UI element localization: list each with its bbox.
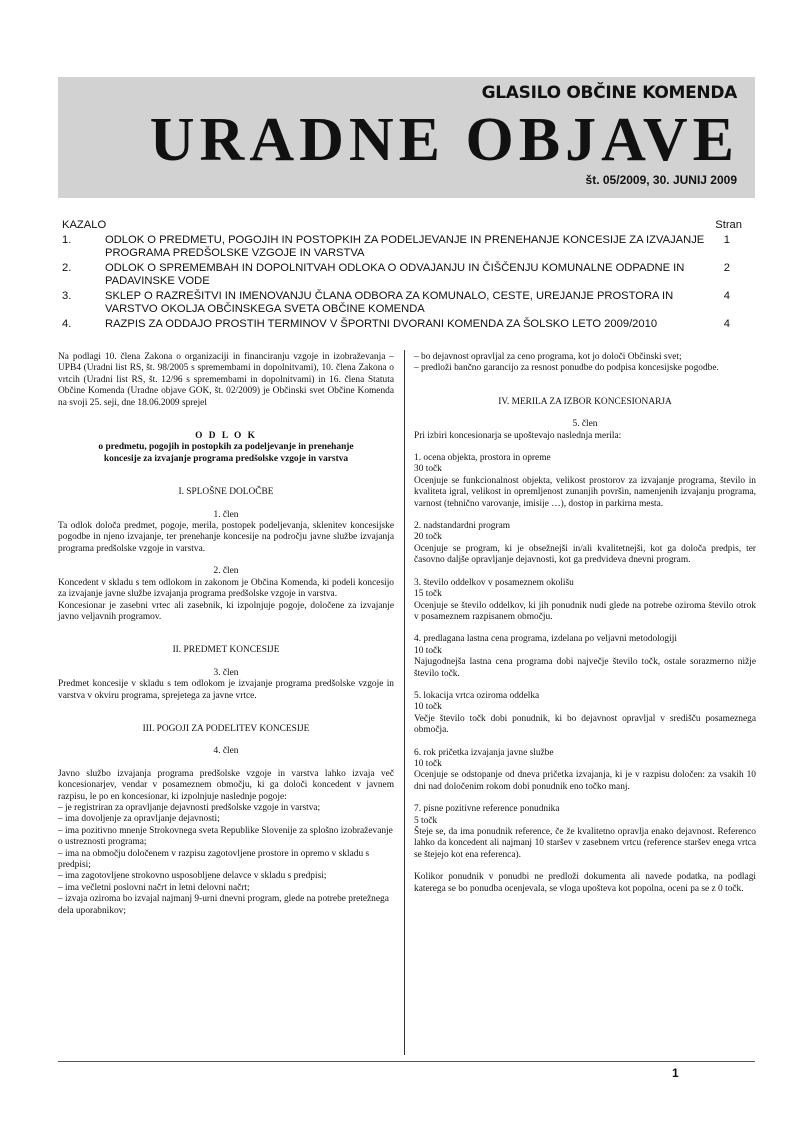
criterion-points: 20 točk bbox=[414, 532, 442, 543]
section-heading-4: IV. MERILA ZA IZBOR KONCESIONARJA bbox=[498, 396, 672, 407]
toc-item[interactable] bbox=[62, 290, 742, 316]
odlok-subtitle-1: o predmetu, pogojih in postopkih za podeljevanje in prenehanje bbox=[98, 442, 354, 453]
article-3-heading: 3. člen bbox=[213, 667, 239, 678]
list-item: – je registriran za opravljanje dejavnosti predšolske vzgoje in varstva; bbox=[58, 802, 321, 813]
toc-item[interactable] bbox=[62, 318, 742, 331]
criterion-points: 30 točk bbox=[414, 464, 442, 475]
criterion-points: 15 točk bbox=[414, 589, 442, 600]
toc-item-number: 2. bbox=[62, 262, 72, 274]
list-item: – ima zagotovljene strokovno usposobljene delavce v skladu s predpisi; bbox=[58, 871, 327, 882]
article-4-text: Javno službo izvajanja programa predšolske vzgoje in varstva lahko izvaja več koncesionarjev, vendar v posameznem območju, ki ga določi koncedent v javnem razpisu, le po en koncesionar, ki izpolnjuje naslednje pogoje: bbox=[58, 768, 394, 802]
criterion-text: Najugodnejša lastna cena programa dobi največje število točk, ostale sorazmerno nižje število točk. bbox=[414, 657, 756, 679]
toc-item[interactable] bbox=[62, 234, 742, 260]
criterion-text: Ocenjuje se funkcionalnost objekta, velikost prostorov za izvajanje programa, število in kvaliteta igral, velikost in opremljenost zunanjih površin, namenjenih izvajanju programa, varnost (tehnično varovanje, imisije …), dostop in parkirna mesta. bbox=[414, 475, 756, 509]
issue-info: št. 05/2009, 30. JUNIJ 2009 bbox=[585, 173, 737, 187]
odlok-title: O D L O K bbox=[195, 431, 257, 442]
criterion-text: Ocenjuje se odstopanje od dneva pričetka izvajanja, ki je v razpisu določen: za vsakih 10 dni nad določenim rokom dobi ponudnik eno točko manj. bbox=[414, 770, 756, 792]
article-1-heading: 1. člen bbox=[213, 509, 239, 520]
list-item: – ima pozitivno mnenje Strokovnega sveta Republike Slovenije za splošno izobraževanje o ustreznosti programa; bbox=[58, 825, 393, 848]
toc-item-text: ODLOK O PREDMETU, POGOJIH IN POSTOPKIH ZA PODELJEVANJE IN PRENEHANJE KONCESIJE ZA IZVAJANJE PROGRAMA PREDŠOLSKE VZGOJE IN VARSTVA bbox=[105, 234, 705, 259]
toc-item-text: ODLOK O SPREMEMBAH IN DOPOLNITVAH ODLOKA O ODVAJANJU IN ČIŠČENJU KOMUNALNE ODPADNE IN PADAVINSKE VODE bbox=[105, 262, 685, 287]
closing-paragraph: Kolikor ponudnik v ponudbi ne predloži dokumenta ali navede podatka, na podlagi katerega se bo ponudba ocenjevala, se vloga upošteva kot popolna, oceni pa se z 0 točk. bbox=[414, 872, 756, 894]
right-column bbox=[414, 352, 756, 895]
list-item: – ima večletni poslovni načrt in letni delovni načrt; bbox=[58, 882, 250, 893]
article-4-heading: 4. člen bbox=[213, 746, 239, 757]
criterion-text: Ocenjuje se program, ki je obsežnejši in/ali kvalitetnejši, kot ga določa predpis, ter časovno daljše opravljanje dejavnosti, kot ga predvideva dnevni program. bbox=[414, 543, 756, 566]
criterion-text: Šteje se, da ima ponudnik reference, če že kvalitetno opravlja enako dejavnost. Referenco lahko da koncedent ali najmanj 10 staršev v zasebnem vrtcu (reference staršev enega vrtca se štejejo kot ena referenca). bbox=[414, 827, 756, 860]
criterion-points: 10 točk bbox=[414, 645, 442, 656]
article-2-text: Koncedent v skladu s tem odlokom in zakonom je Občina Komenda, ki podeli koncesijo za izvajanje javne službe izvajanja programa predšolske vzgoje in varstva. bbox=[58, 577, 394, 600]
list-item: – bo dejavnost opravljal za ceno programa, kot jo določi Občinski svet; bbox=[414, 352, 682, 362]
toc-item-page: 4 bbox=[723, 290, 730, 302]
article-5-heading: 5. člen bbox=[572, 419, 598, 430]
page-number: 1 bbox=[672, 1066, 679, 1080]
toc-item-number: 3. bbox=[62, 290, 72, 302]
intro-paragraph: Na podlagi 10. člena Zakona o organizaciji in financiranju vzgoje in izobraževanja – UPB4 (Uradni list RS, št. 98/2005 s spremembami in dopolnitvami), 10. člena Zakona o vrtcih (Uradni list RS, št. 12/96 s spremembami in dopolnitvami) in 16. člena Statuta Občine Komenda (Uradne objave GOK, št. 02/2009) je Občinski svet Občine Komenda na svoji 25. seji, dne 18.06.2009 sprejel bbox=[58, 352, 394, 408]
list-item: – izvaja oziroma bo izvajal najmanj 9-urni dnevni program, glede na potrebe pretežnega dela uporabnikov; bbox=[58, 894, 389, 916]
toc-heading: KAZALO bbox=[62, 219, 107, 231]
criterion-text: Večje število točk dobi ponudnik, ki bo dejavnost opravljal v središču posameznega območja. bbox=[414, 713, 756, 736]
list-item: – ima dovoljenje za opravljanje dejavnosti; bbox=[58, 814, 220, 825]
toc-item-page: 1 bbox=[723, 234, 730, 246]
criterion-title: 6. rok pričetka izvajanja javne službe bbox=[414, 747, 554, 758]
masthead bbox=[58, 77, 755, 198]
toc-item-text: SKLEP O RAZREŠITVI IN IMENOVANJU ČLANA ODBORA ZA KOMUNALO, CESTE, UREJANJE PROSTORA IN VARSTVO OKOLJA OBČINSKEGA SVETA OBČINE KOMENDA bbox=[105, 290, 674, 315]
criterion-points: 5 točk bbox=[414, 815, 438, 826]
article-1-text: Ta odlok določa predmet, pogoje, merila, postopek podeljevanja, sklenitev koncesijske pogodbe in njeno izvajanje, ter prenehanje koncesije na področju javne službe izvajanja programa predšolske vzgoje in varstva. bbox=[58, 521, 394, 554]
criterion-text: Ocenjuje se število oddelkov, ki jih ponudnik nudi glede na potrebe oziroma število otrok v posameznem razpisanem območju. bbox=[414, 600, 756, 622]
criterion-title: 2. nadstandardni program bbox=[414, 521, 511, 532]
criterion-title: 4. predlagana lastna cena programa, izdelana po veljavni metodologiji bbox=[414, 634, 677, 645]
criterion-title: 1. ocena objekta, prostora in opreme bbox=[414, 453, 551, 464]
section-heading-1: I. SPLOŠNE DOLOČBE bbox=[178, 487, 274, 498]
criterion-points: 10 točk bbox=[414, 758, 442, 769]
section-heading-2: II. PREDMET KONCESIJE bbox=[172, 645, 280, 656]
section-heading-3: III. POGOJI ZA PODELITEV KONCESIJE bbox=[142, 723, 310, 734]
list-item: – predloži bančno garancijo za resnost ponudbe do podpisa koncesijske pogodbe. bbox=[414, 363, 719, 374]
footer-rule bbox=[58, 1061, 755, 1062]
article-2-heading: 2. člen bbox=[213, 566, 239, 577]
toc-item-number: 4. bbox=[62, 318, 72, 330]
toc-item-text: RAZPIS ZA ODDAJO PROSTIH TERMINOV V ŠPORTNI DVORANI KOMENDA ZA ŠOLSKO LETO 2009/2010 bbox=[105, 318, 658, 330]
criterion-title: 3. število oddelkov v posameznem okolišu bbox=[414, 577, 574, 588]
left-column bbox=[58, 352, 394, 917]
criterion-title: 5. lokacija vrtca oziroma oddelka bbox=[414, 690, 540, 701]
criterion-points: 10 točk bbox=[414, 702, 442, 713]
column-divider bbox=[404, 350, 405, 1055]
criterion-title: 7. pisne pozitivne reference ponudnika bbox=[414, 804, 560, 815]
odlok-subtitle-2: koncesije za izvajanje programa predšolske vzgoje in varstva bbox=[103, 453, 349, 464]
toc-item-number: 1. bbox=[62, 234, 72, 246]
toc-page-heading: Stran bbox=[715, 219, 742, 231]
article-5-text: Pri izbiri koncesionarja se upoštevajo naslednja merila: bbox=[414, 430, 622, 441]
table-of-contents bbox=[62, 219, 742, 331]
toc-item[interactable] bbox=[62, 262, 742, 288]
publication-name: GLASILO OBČINE KOMENDA bbox=[481, 83, 737, 103]
list-item: – ima na območju določenem v razpisu zagotovljene prostore in opremo v skladu s predpisi; bbox=[58, 848, 370, 870]
masthead-title: URADNE OBJAVE bbox=[149, 106, 739, 174]
toc-item-page: 2 bbox=[723, 262, 730, 274]
toc-item-page: 4 bbox=[723, 318, 730, 330]
article-3-text: Predmet koncesije v skladu s tem odlokom je izvajanje programa predšolske vzgoje in varstva v okviru programa, sprejetega za javne vrtce. bbox=[58, 679, 394, 701]
article-2-text-2: Koncesionar je zasebni vrtec ali zasebnik, ki izpolnjuje pogoje, določene za izvajanje javno veljavnih programov. bbox=[58, 600, 394, 622]
